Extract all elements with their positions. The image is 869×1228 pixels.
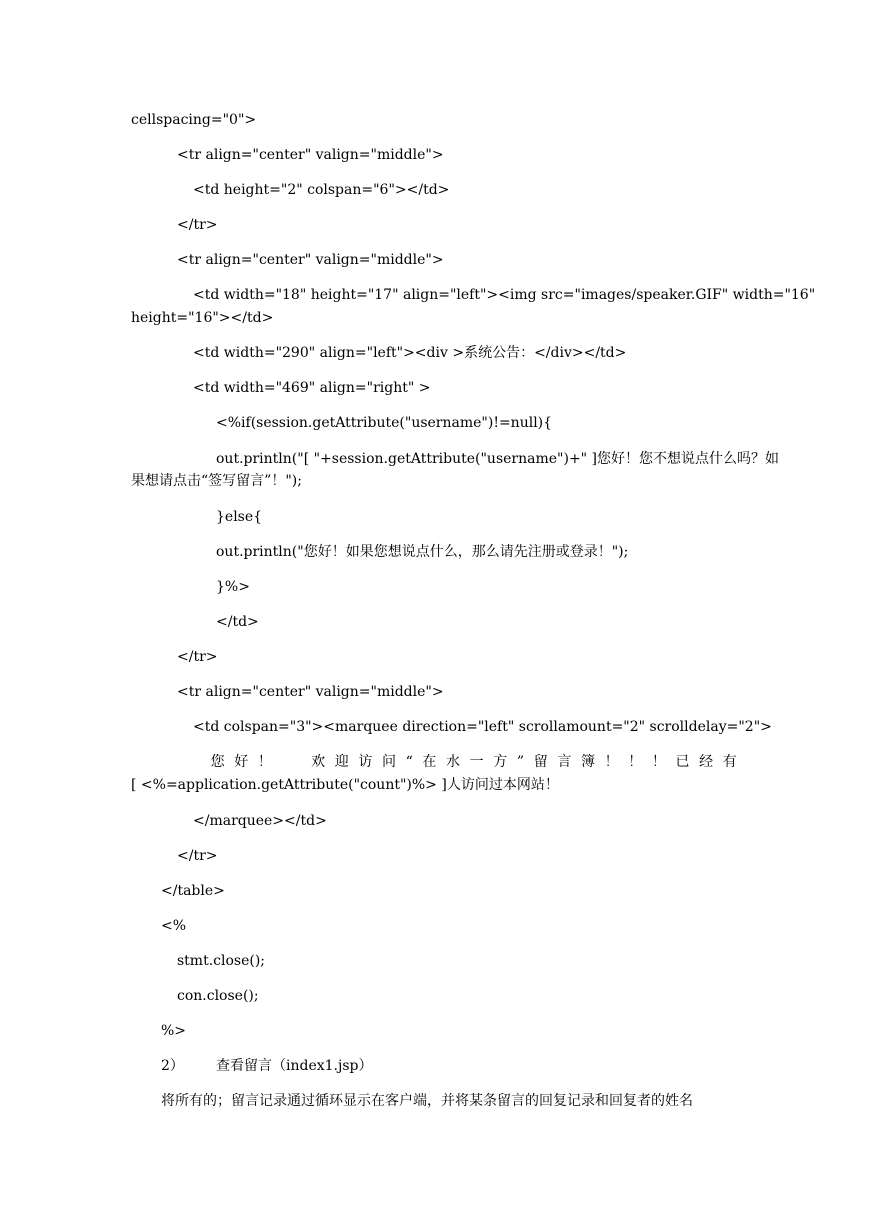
- char: 一: [469, 754, 484, 770]
- char: 好: [234, 754, 249, 770]
- code-line: }else{: [216, 509, 263, 525]
- char: 已: [675, 754, 690, 770]
- char: ！: [628, 754, 643, 770]
- char: 留: [533, 754, 548, 770]
- body-paragraph-line: 将所有的；留言记录通过循环显示在客户端，并将某条留言的回复记录和回复者的姓名: [161, 1093, 693, 1109]
- char: 方: [493, 754, 508, 770]
- char: 访: [358, 754, 373, 770]
- code-line: <%if(session.getAttribute("username")!=null){: [216, 415, 553, 431]
- char: 经: [699, 754, 714, 770]
- code-line-continued: height="16"></td>: [131, 310, 274, 326]
- char: ！: [257, 754, 272, 770]
- char: ”: [516, 754, 525, 770]
- code-line: <tr align="center" valign="middle">: [177, 252, 444, 268]
- char: 言: [557, 754, 572, 770]
- code-line: <td width="469" align="right" >: [193, 380, 431, 396]
- char: 迎: [334, 754, 349, 770]
- code-line: %>: [161, 1023, 187, 1039]
- code-line: cellspacing="0">: [131, 112, 257, 128]
- char: 在: [422, 754, 437, 770]
- section-number: 2）: [161, 1058, 184, 1074]
- char: ！: [651, 754, 666, 770]
- code-line-continued: 果想请点击“签写留言”！");: [131, 473, 302, 489]
- code-line: <%: [161, 918, 187, 934]
- code-line: </tr>: [177, 848, 218, 864]
- code-line: </table>: [161, 883, 225, 899]
- code-line: </td>: [216, 614, 259, 630]
- char: 欢: [311, 754, 326, 770]
- code-line: <tr align="center" valign="middle">: [177, 684, 444, 700]
- code-line: </tr>: [177, 217, 218, 233]
- code-line: out.println("[ "+session.getAttribute("username")+" ]您好！您不想说点什么吗？如: [216, 451, 780, 467]
- code-line: <td width="18" height="17" align="left"><img src="images/speaker.GIF" width="16": [193, 287, 816, 303]
- code-line: <td width="290" align="left"><div >系统公告：</div></td>: [193, 345, 627, 361]
- char: 簿: [580, 754, 595, 770]
- code-line: </marquee></td>: [193, 813, 327, 829]
- char: 有: [722, 754, 737, 770]
- code-line-continued: [ <%=application.getAttribute("count")%> ]人访问过本网站！: [131, 777, 559, 793]
- code-line: <td height="2" colspan="6"></td>: [193, 182, 450, 198]
- char: 水: [446, 754, 461, 770]
- code-line: <tr align="center" valign="middle">: [177, 147, 444, 163]
- code-line: <td colspan="3"><marquee direction="left" scrollamount="2" scrolldelay="2">: [193, 719, 772, 735]
- char: “: [405, 754, 413, 770]
- section-heading: 查看留言（index1.jsp）: [216, 1058, 373, 1074]
- char: 您: [210, 754, 225, 770]
- code-line: }%>: [216, 579, 250, 595]
- code-line: out.println("您好！如果您想说点什么，那么请先注册或登录！");: [216, 544, 629, 560]
- code-line: </tr>: [177, 649, 218, 665]
- char: ！: [604, 754, 619, 770]
- code-line: con.close();: [177, 988, 259, 1004]
- marquee-text-line: [131, 753, 737, 771]
- char: 问: [382, 754, 396, 770]
- code-line: stmt.close();: [177, 953, 266, 969]
